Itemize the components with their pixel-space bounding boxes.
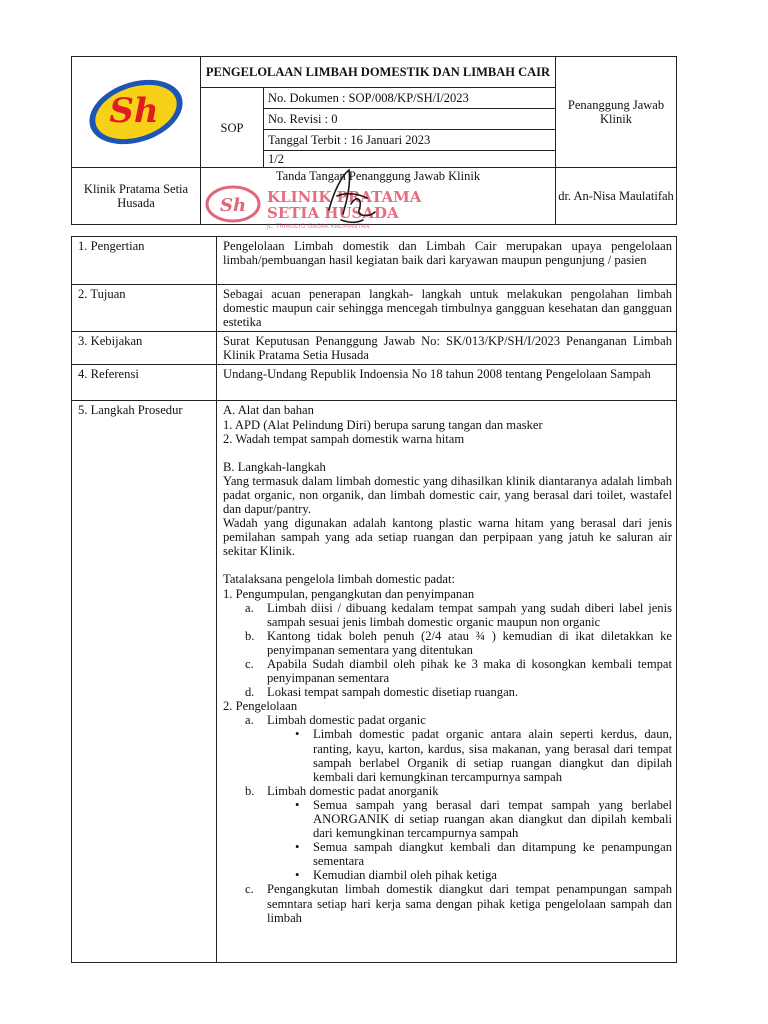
- list-item: • Kemudian diambil oleh pihak ketiga: [295, 868, 497, 883]
- penanggung-name: dr. An-Nisa Maulatifah: [556, 168, 677, 225]
- penanggung-title: Penanggung Jawab Klinik: [556, 57, 677, 168]
- langkah-title: B. Langkah-langkah: [223, 459, 326, 474]
- no-revisi: No. Revisi : 0: [264, 109, 556, 130]
- sop-label: SOP: [201, 88, 264, 168]
- tujuan-label: 2. Tujuan: [72, 285, 217, 332]
- pengertian-text: Pengelolaan Limbah domestik dan Limbah Cair merupakan upaya pengelolaan limbah/pembuangan hasil kegiatan baik dari karyawan maupun pengunjung / pasien: [217, 237, 677, 285]
- tatalaksana-title: Tatalaksana pengelola limbah domestic padat:: [223, 572, 456, 587]
- signature-cell: [201, 168, 556, 230]
- tanggal-terbit: Tanggal Terbit : 16 Januari 2023: [264, 130, 556, 151]
- logo-text: Sh: [109, 91, 159, 131]
- svg-text:Sh: Sh: [219, 195, 247, 216]
- handwritten-signature-icon: [311, 164, 381, 228]
- list-item: c. Pengangkutan limbah domestik diangkut dari tempat penampungan sampah semntara setiap hari kerja sama dengan pihak ketiga pengelolaan sampah dan limbah: [245, 882, 672, 925]
- langkah-paragraph-2: Wadah yang digunakan adalah kantong plastic warna hitam yang berasal dari jenis pemilahan sampah yang ada setiap ruangan dan perpipaan yang jatuh ke saluran air sekitar Klinik.: [223, 516, 672, 559]
- tujuan-text: Sebagai acuan penerapan langkah- langkah untuk melakukan pengolahan limbah domestic maupun cair sehingga mencegah timbulnya gangguan kesehatan dan gangguan estetika: [217, 285, 677, 332]
- step-1-title: 1. Pengumpulan, pengangkutan dan penyimpanan: [223, 586, 475, 601]
- list-item: a. Limbah diisi / dibuang kedalam tempat sampah yang sudah diberi label jenis sampah sesuai jenis limbah domestic organic maupun non organic: [245, 600, 672, 629]
- referensi-text: Undang-Undang Republik Indoensia No 18 tahun 2008 tentang Pengelolaan Sampah: [217, 365, 677, 401]
- step-2-title: 2. Pengelolaan: [223, 699, 298, 714]
- list-item: b. Limbah domestic padat anorganik: [245, 783, 439, 798]
- content-table: [71, 236, 677, 963]
- list-item: c. Apabila Sudah diambil oleh pihak ke 3 maka di kosongkan kembali tempat penyimpanan sementara: [245, 656, 672, 686]
- clinic-logo-icon: [84, 77, 188, 147]
- logo-cell: [72, 57, 201, 168]
- alat-item-1: 1. APD (Alat Pelindung Diri) berupa sarung tangan dan masker: [223, 417, 543, 432]
- langkah-paragraph-1: Yang termasuk dalam limbah domestic yang dihasilkan klinik diantaranya adalah limbah padat organic, non organik, dan limbah domestic cair, yang berasal dari toilet, wastafel dan dapur/pantry.: [223, 473, 672, 517]
- list-item: d. Lokasi tempat sampah domestic disetiap ruangan.: [245, 685, 519, 700]
- kebijakan-label: 3. Kebijakan: [72, 332, 217, 365]
- stamp-line-1: KLINIK PRATAMA: [267, 188, 422, 206]
- klinik-name: Klinik Pratama Setia Husada: [72, 168, 201, 225]
- header-table: [71, 56, 677, 230]
- halaman: 1/2: [264, 151, 556, 168]
- stamp-line-3: JL. TRIMULYO GAGAK KALIMANTAN: [267, 223, 370, 230]
- stamp-line-2: SETIA HUSADA: [267, 204, 399, 222]
- alat-item-2: 2. Wadah tempat sampah domestik warna hitam: [223, 431, 465, 446]
- list-item: • Limbah domestic padat organic antara alain seperti kerdus, daun, ranting, kayu, karton, kardus, sisa makanan, yang berasal dari tempat sampah berlabel Organik di setiap ruangan diangkut dan dipilah kembali dari kemungkinan tercampurnya sampah: [295, 727, 672, 784]
- list-item: a. Limbah domestic padat organic: [245, 713, 426, 728]
- list-item: b. Kantong tidak boleh penuh (2/4 atau ¾ ) kemudian di ikat diletakkan ke penyimpanan sementara yang ditentukan: [245, 628, 672, 657]
- kebijakan-text: Surat Keputusan Penanggung Jawab No: SK/013/KP/SH/I/2023 Penanganan Limbah Klinik Pratama Setia Husada: [217, 332, 677, 365]
- prosedur-content: [217, 401, 677, 963]
- list-item: • Semua sampah yang berasal dari tempat sampah yang berlabel ANORGANIK di setiap ruangan akan diangkut dan dipilah kembali dari kemungkinan tercampurnya sampah: [295, 797, 672, 841]
- no-dokumen: No. Dokumen : SOP/008/KP/SH/I/2023: [264, 88, 556, 109]
- pengertian-label: 1. Pengertian: [72, 237, 217, 285]
- langkah-label: 5. Langkah Prosedur: [72, 401, 217, 963]
- list-item: • Semua sampah diangkut kembali dan ditampung ke penampungan sementara: [295, 840, 672, 869]
- tanda-tangan-label: Tanda Tangan Penanggung Jawab Klinik: [275, 169, 481, 183]
- alat-title: A. Alat dan bahan: [223, 403, 314, 418]
- referensi-label: 4. Referensi: [72, 365, 217, 401]
- document-title: PENGELOLAAN LIMBAH DOMESTIK DAN LIMBAH CAIR: [201, 57, 556, 88]
